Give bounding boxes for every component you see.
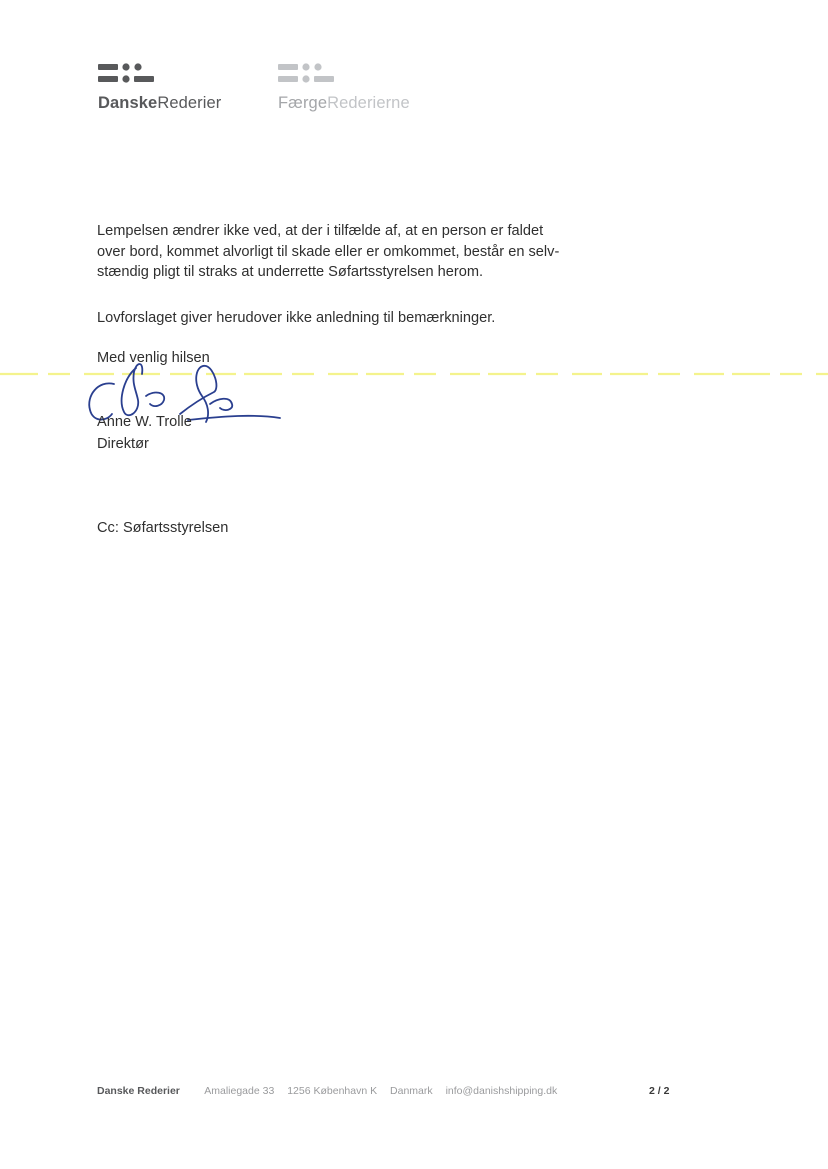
wordmark-rederierne: Rederierne: [327, 94, 410, 112]
wordmark-rederier: Rederier: [157, 94, 222, 112]
paragraph-line: Lempelsen ændrer ikke ved, at der i tilfælde af, at en person er faldet: [97, 223, 544, 239]
paragraph-lovforslaget: Lovforslaget giver herudover ikke anledning til bemærkninger.: [97, 310, 496, 326]
footer-country: Danmark: [390, 1085, 433, 1097]
paragraph-line: stændig pligt til straks at underrette Søfartsstyrelsen herom.: [97, 264, 484, 280]
page-number: 2 / 2: [649, 1085, 670, 1097]
greeting: Med venlig hilsen: [97, 350, 210, 366]
footer-address: Amaliegade 33: [204, 1085, 275, 1097]
faergerederierne-logo: [278, 60, 410, 113]
danske-rederier-logo-mark-icon: [98, 60, 158, 86]
footer-email[interactable]: info@danishshipping.dk: [445, 1085, 558, 1097]
danske-rederier-logo: [98, 60, 221, 113]
paragraph-lempelsen: [97, 221, 617, 283]
footer-company: Danske Rederier: [97, 1085, 180, 1097]
wordmark-faerge: Færge: [278, 94, 328, 112]
page-footer: [97, 1085, 697, 1101]
wordmark-danske: Danske: [98, 94, 158, 112]
faergerederierne-wordmark: [278, 94, 410, 113]
faergerederierne-logo-mark-icon: [278, 60, 338, 86]
footer-city: 1256 København K: [287, 1085, 378, 1097]
paragraph-line: over bord, kommet alvorligt til skade eller er omkommet, består en selv-: [97, 243, 560, 260]
cc-line: Cc: Søfartsstyrelsen: [97, 520, 229, 536]
signer-name: Anne W. Trolle: [97, 414, 192, 430]
danske-rederier-wordmark: [98, 94, 221, 113]
signer-title: Direktør: [97, 436, 149, 452]
